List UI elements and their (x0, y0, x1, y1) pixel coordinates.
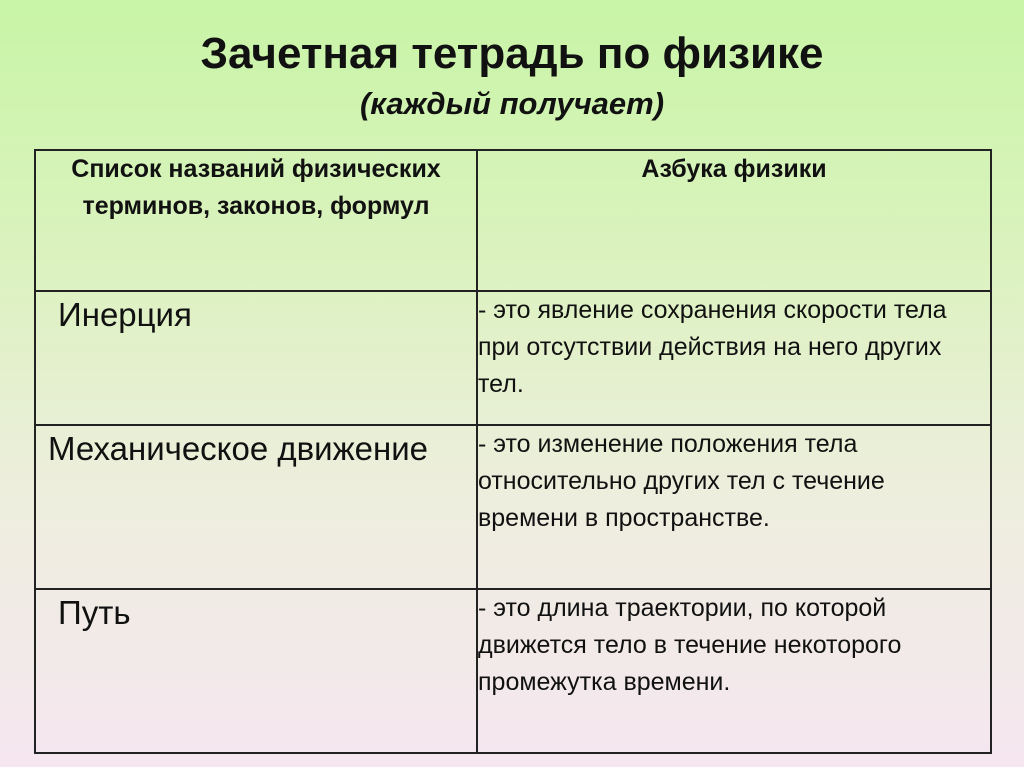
header-terms-list: Список названий физических терминов, законов, формул (35, 150, 477, 291)
definition-cell: - это явление сохранения скорости тела при отсутствии действия на него других тел. (477, 291, 991, 425)
slide-title: Зачетная тетрадь по физике (200, 29, 824, 78)
terms-table (34, 149, 992, 754)
table-header-row (35, 150, 991, 291)
term-cell: Инерция (35, 291, 477, 425)
term-cell: Механическое движение (35, 425, 477, 589)
slide-subtitle: (каждый получает) (359, 86, 665, 121)
header-physics-alphabet: Азбука физики (477, 150, 991, 291)
term-cell: Путь (35, 589, 477, 753)
definition-cell: - это изменение положения тела относительно других тел с течение времени в пространстве. (477, 425, 991, 589)
table-row (35, 425, 991, 589)
table-row (35, 589, 991, 753)
definition-cell: - это длина траектории, по которой движется тело в течение некоторого промежутка времени. (477, 589, 991, 753)
table-row (35, 291, 991, 425)
